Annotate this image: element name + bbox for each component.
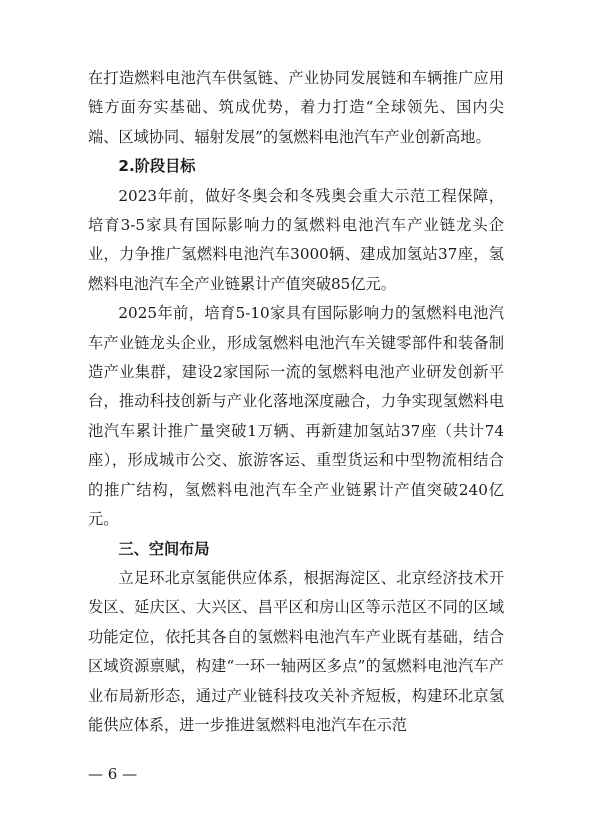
paragraph-2025-goals: 2025年前，培育5-10家具有国际影响力的氢燃料电池汽车产业链龙头企业，形成氢燃料电池汽车关键零部件和装备制造产业集群，建设2家国际一流的氢燃料电池产业研发创新平台，推动科技创新与产业化落地深度融合，力争实现氢燃料电池汽车累计推广量突破1万辆、再新建加氢站37座（共计74座），形成城市公交、旅游客运、重型货运和中型物流相结合的推广结构，氢燃料电池汽车全产业链累计产值突破240亿元。	[88, 304, 504, 529]
page-number: — 6 —	[88, 765, 138, 783]
section-heading-spatial-layout: 三、空间布局	[118, 539, 210, 558]
subheading-stage-goals: 2.阶段目标	[118, 157, 196, 176]
paragraph-continued: 在打造燃料电池汽车供氢链、产业协同发展链和车辆推广应用链方面夯实基础、筑成优势，着力打造“全球领先、国内尖端、区域协同、辐射发展”的氢燃料电池汽车产业创新高地。	[88, 69, 504, 146]
page-body	[88, 64, 504, 740]
paragraph-2023-goals: 2023年前，做好冬奥会和冬残奥会重大示范工程保障，培育3-5家具有国际影响力的氢燃料电池汽车产业链龙头企业，力争推广氢燃料电池汽车3000辆、建成加氢站37座，氢燃料电池汽车全产业链累计产值突破85亿元。	[88, 186, 504, 293]
paragraph-spatial-layout: 立足环北京氢能供应体系，根据海淀区、北京经济技术开发区、延庆区、大兴区、昌平区和房山区等示范区不同的区域功能定位，依托其各自的氢燃料电池汽车产业既有基础，结合区域资源禀赋，构建“一环一轴两区多点”的氢燃料电池汽车产业布局新形态，通过产业链科技攻关补齐短板，构建环北京氢能供应体系，进一步推进氢燃料电池汽车在示范	[88, 568, 504, 734]
